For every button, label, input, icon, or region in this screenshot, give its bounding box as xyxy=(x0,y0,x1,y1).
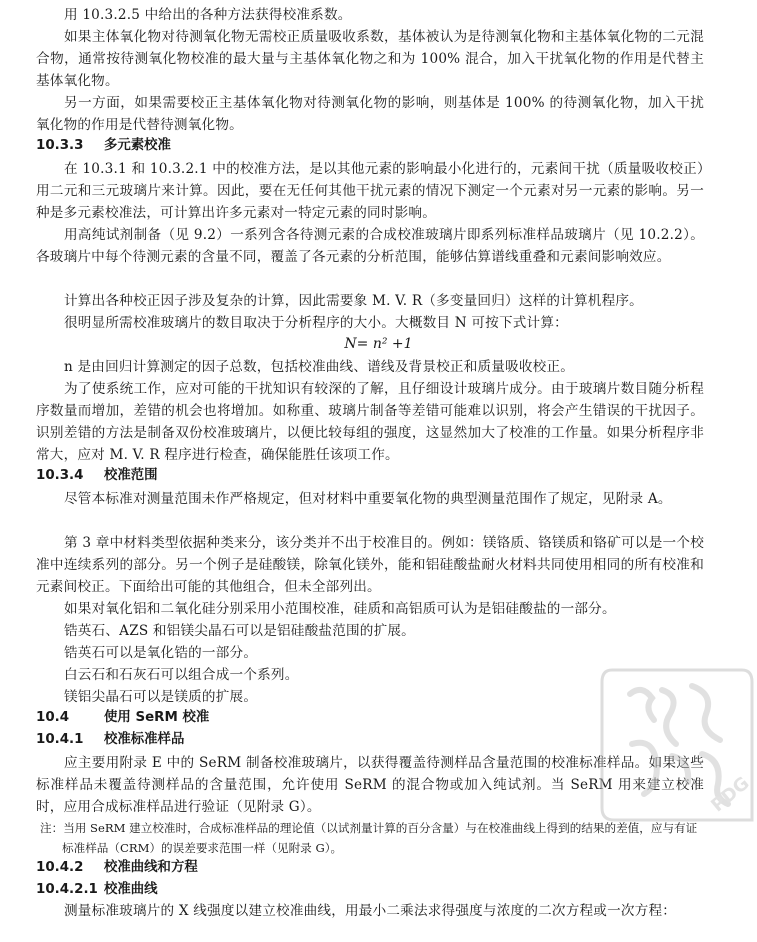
section-title: 使用 SeRM 校准 xyxy=(104,710,210,725)
paragraph-alumina-silica: 如果对氧化铝和二氧化硅分别采用小范围校准，硅质和高铝质可认为是铝硅酸盐的一部分。 xyxy=(64,601,616,617)
section-heading-10-4-2 xyxy=(36,858,198,878)
paragraph-material-types: 第 3 章中材料类型依据种类来分，该分类并不出于校准目的。例如：镁铬质、铬镁质和铬矿可以是一个校准中连续系列的部分。另一个例子是硅酸镁，除氧化镁外，能和铝硅酸盐耐火材料共同使用相同的所有校准和元素间校正。下面给出可能的其他组合，但未全部列出。 xyxy=(36,535,704,595)
paragraph-dolomite: 白云石和石灰石可以组合成一个系列。 xyxy=(64,667,299,683)
paragraph-glass-count: 很明显所需校准玻璃片的数目取决于分析程序的大小。大概数目 N 可按下式计算： xyxy=(64,315,568,331)
paragraph-spinel: 镁铝尖晶石可以是镁质的扩展。 xyxy=(64,689,258,705)
section-number: 10.4.2.1 xyxy=(36,882,98,897)
paragraph-binary-mixture: 如果主体氧化物对待测氧化物无需校正质量吸收系数，基体被认为是待测氧化物和主基体氧化物的二元混合物，通常按待测氧化物校准的最大量与主基体氧化物之和为 100% 混合，加入干扰氧化物的作用是代替主基体氧化物。 xyxy=(36,29,704,89)
watermark-text: PDG xyxy=(707,772,754,817)
paragraph-zircon-zirconia: 锆英石可以是氧化锆的一部分。 xyxy=(64,645,258,661)
paragraph-measurement-range: 尽管本标准对测量范围未作严格规定，但对材料中重要氧化物的典型测量范围作了规定，见附录 A。 xyxy=(64,491,672,507)
section-number: 10.3.3 xyxy=(36,138,84,153)
paragraph-multi-element-intro: 在 10.3.1 和 10.3.2.1 中的校准方法，是以其他元素的影响最小化进行的，元素间干扰（质量吸收校正）用二元和三元玻璃片来计算。因此，要在无任何其他干扰元素的情况下测定一个元素对另一元素的影响。另一种是多元素校准法，可计算出许多元素对一特定元素的同时影响。 xyxy=(36,161,704,221)
section-heading-10-4-1 xyxy=(36,730,184,750)
paragraph-factor-total: n 是由回归计算测定的因子总数，包括校准曲线、谱线及背景校正和质量吸收校正。 xyxy=(64,359,575,375)
section-heading-10-3-3 xyxy=(36,136,171,156)
section-heading-10-4 xyxy=(36,708,209,728)
paragraph-calibration-coefficients: 用 10.3.2.5 中给出的各种方法获得校准系数。 xyxy=(64,7,352,23)
paragraph-system-work: 为了使系统工作，应对可能的干扰知识有较深的了解，且仔细设计玻璃片成分。由于玻璃片数目随分析程序数量而增加，差错的机会也将增加。如称重、玻璃片制备等差错可能难以识别，将会产生错误的干扰因子。识别差错的方法是制备双份校准玻璃片，以便比较每组的强度，这显然加大了校准的工作量。如果分析程序非常大，应对 M. V. R 程序进行检查，确保能胜任该项工作。 xyxy=(36,381,704,463)
paragraph-calibration-curve: 测量标准玻璃片的 X 线强度以建立校准曲线，用最小二乘法求得强度与浓度的二次方程或一次方程： xyxy=(64,903,677,919)
section-title: 校准范围 xyxy=(104,468,158,483)
section-number: 10.4.2 xyxy=(36,860,84,875)
paragraph-other-hand: 另一方面，如果需要校正主基体氧化物对待测氧化物的影响，则基体是 100% 的待测氧化物，加入干扰氧化物的作用是代替待测氧化物。 xyxy=(36,95,704,133)
formula-glass-count: N= n² +1 xyxy=(344,336,413,352)
section-title: 校准曲线 xyxy=(104,882,158,897)
paragraph-mvr-program: 计算出各种校正因子涉及复杂的计算，因此需要象 M. V. R（多变量回归）这样的计算机程序。 xyxy=(64,293,643,309)
paragraph-zircon-azs: 锆英石、AZS 和铝镁尖晶石可以是铝硅酸盐范围的扩展。 xyxy=(64,623,415,639)
section-heading-10-3-4 xyxy=(36,466,158,486)
section-title: 多元素校准 xyxy=(104,138,171,153)
paragraph-serm-usage: 应主要用附录 E 中的 SeRM 制备校准玻璃片，以获得覆盖待测样品含量范围的校准标准样品。如果这些标准样品未覆盖待测样品的含量范围，允许使用 SeRM 的混合物或加入纯试剂。当 SeRM 用来建立校准时，应用合成标准样品进行验证（见附录 G）。 xyxy=(36,755,704,815)
section-heading-10-4-2-1 xyxy=(36,880,158,900)
section-number: 10.4 xyxy=(36,710,70,725)
paragraph-synthetic-glass: 用高纯试剂制备（见 9.2）一系列含各待测元素的合成校准玻璃片即系列标准样品玻璃片（见 10.2.2）。各玻璃片中每个待测元素的含量不同，覆盖了各元素的分析范围，能够估算谱线重叠和元素间影响效应。 xyxy=(36,227,704,265)
section-number: 10.4.1 xyxy=(36,732,84,747)
section-title: 校准曲线和方程 xyxy=(104,860,198,875)
note-serm-calibration: 注：当用 SeRM 建立校准时，合成标准样品的理论值（以试剂量计算的百分含量）与在校准曲线上得到的结果的差值，应与有证标准样品（CRM）的误差要求范围一样（见附录 G）。 xyxy=(40,821,698,855)
section-number: 10.3.4 xyxy=(36,468,84,483)
watermark-seal xyxy=(592,660,757,835)
section-title: 校准标准样品 xyxy=(104,732,185,747)
